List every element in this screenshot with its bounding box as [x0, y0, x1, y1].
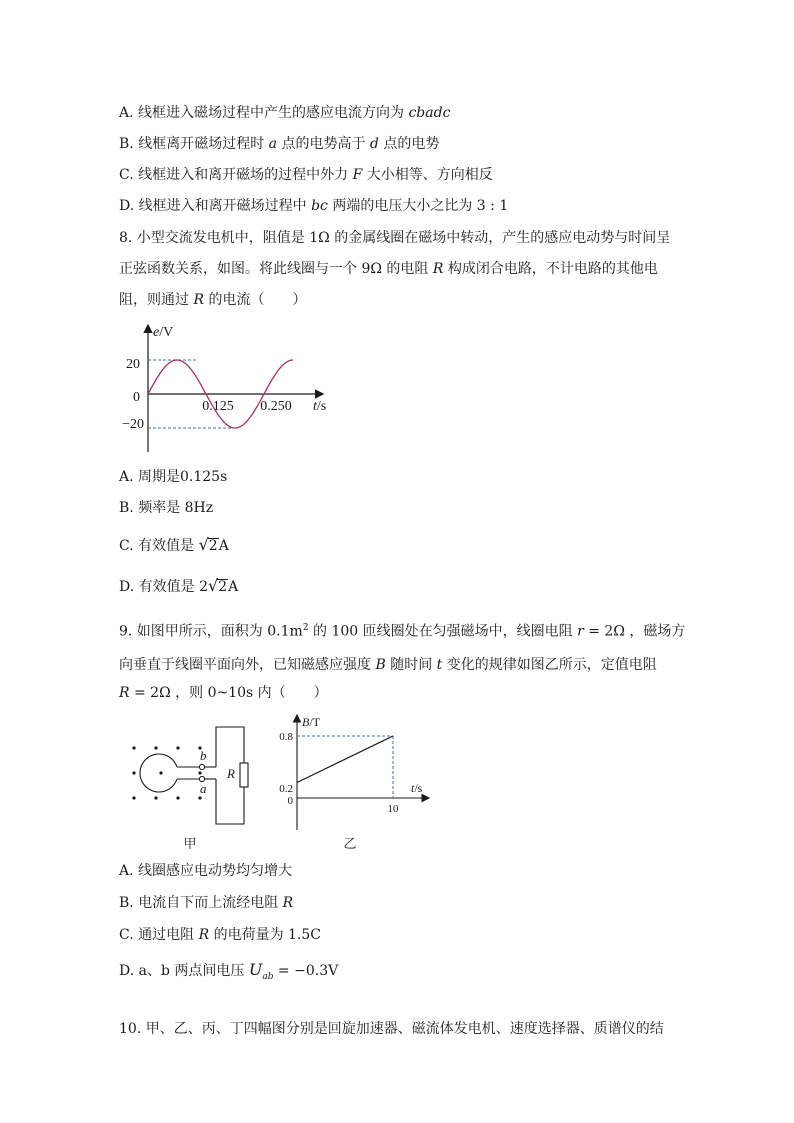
q8-emf-graph [110, 320, 350, 460]
resistor-R [240, 763, 248, 787]
q9-option-b: B. 电流自下而上流经电阻 R [119, 895, 294, 911]
q8-xtick-0125: 0.125 [202, 399, 234, 414]
q9-ylabel: B/T [302, 715, 321, 729]
q10-stem-line1: 10. 甲、乙、丙、丁四幅图分别是回旋加速器、磁流体发电机、速度选择器、质谱仪的结 [119, 1021, 664, 1037]
terminal-b [199, 764, 204, 769]
label-a: a [200, 781, 207, 796]
q9-B-line [297, 736, 393, 783]
q8-option-d: D. 有效值是 2√2A [119, 576, 239, 595]
q8-stem-line1: 8. 小型交流发电机中，阻值是 1Ω 的金属线圈在磁场中转动，产生的感应电动势与时间呈 [119, 230, 671, 246]
q9-figure-jia [120, 716, 260, 856]
q8-stem-line3: 阻，则通过 R 的电流（ ） [119, 292, 307, 308]
q9-stem-line2: 向垂直于线圈平面向外，已知磁感应强度 B 随时间 t 变化的规律如图乙所示，定值电阻 [119, 657, 657, 673]
q8-ytick-0: 0 [133, 390, 140, 405]
q8-ytick-20: 20 [126, 357, 140, 372]
q7-option-d: D. 线框进入和离开磁场过程中 bc 两端的电压大小之比为 3 : 1 [119, 198, 509, 214]
magnetic-field-dots [132, 746, 201, 799]
q9-option-c: C. 通过电阻 R 的电荷量为 1.5C [119, 927, 322, 943]
q9-ytick-0: 0 [287, 795, 293, 807]
q9-ytick-08: 0.8 [279, 731, 293, 743]
q9-ytick-02: 0.2 [279, 783, 293, 795]
q7-option-a-var: cbadc [408, 105, 451, 121]
caption-yi: 乙 [343, 836, 357, 851]
q8-option-a: A. 周期是0.125s [119, 469, 228, 485]
q9-option-d: D. a、b 两点间电压 $U_{ab} = -0.3V$ [119, 960, 339, 982]
caption-jia: 甲 [183, 836, 197, 851]
q9-option-a: A. 线圈感应电动势均匀增大 [119, 863, 293, 879]
q7-option-c: C. 线框进入和离开磁场的过程中外力 F 大小相等、方向相反 [119, 167, 493, 183]
q8-stem-line2: 正弦函数关系，如图。将此线圈与一个 9Ω 的电阻 R 构成闭合电路，不计电路的其他电 [119, 261, 658, 277]
q7-option-a: A. 线框进入磁场过程中产生的感应电流方向为 cbadc [119, 105, 451, 121]
q8-ylabel: e/V [153, 325, 174, 340]
q9-xtick-10: 10 [387, 803, 399, 815]
q7-option-b: B. 线框离开磁场过程时 a 点的电势高于 d 点的电势 [119, 136, 440, 152]
q9-stem-line3: R = 2Ω ，则 0~10s 内（ ） [119, 685, 328, 701]
coil-loop [140, 754, 177, 792]
label-R: R [227, 766, 235, 781]
q9-stem-line1: 9. 如图甲所示，面积为 $0.1m^2$ 的 100 匝线圈处在匀强磁场中，线圈电阻 r = 2Ω ，磁场方 [119, 623, 686, 640]
label-b: b [200, 748, 207, 763]
q8-ytick-neg20: −20 [122, 417, 144, 432]
q8-option-c: C. 有效值是 √2A [119, 535, 229, 554]
q8-xtick-0250: 0.250 [260, 399, 292, 414]
q9-xlabel: t/s [411, 781, 423, 795]
q8-option-b: B. 频率是 8Hz [119, 500, 214, 516]
q9-figure-yi [272, 712, 432, 852]
q8-xlabel: t/s [313, 399, 327, 414]
